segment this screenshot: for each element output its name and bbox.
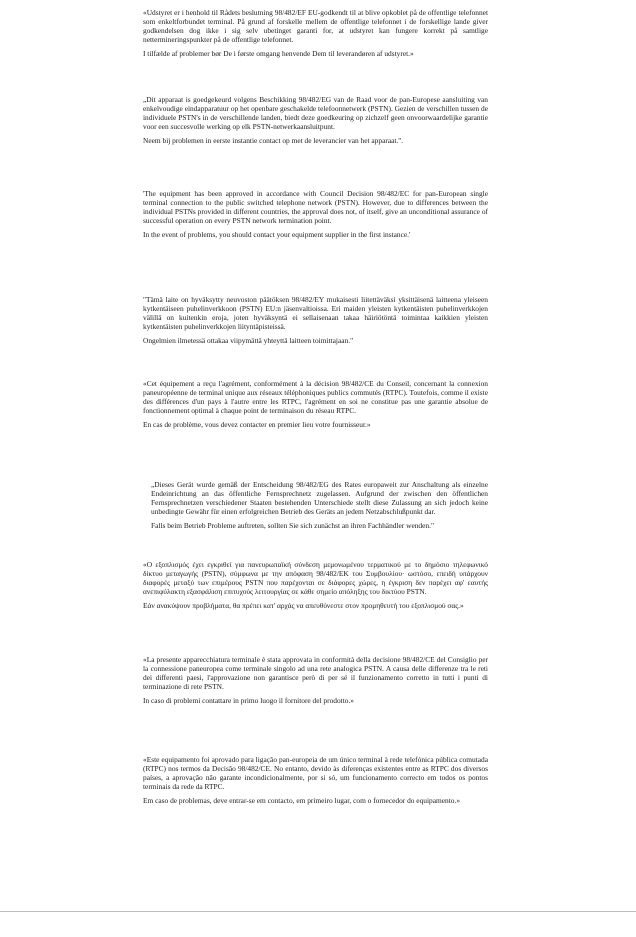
declaration-english: [143, 189, 488, 239]
declaration-body: «Cet équipement a reçu l'agrément, conformément à la décision 98/482/CE du Conseil, concernant la connexion paneuropéenne de terminal unique aux réseaux téléphoniques publics commutés (RTPC). Toutefois, comme il existe des différences d'un pays à l'autre entre les RTPC, l'agrément en soi ne constitue pas une garantie absolue de fonctionnement optimal à chaque point de terminaison du réseau RTPC.: [143, 379, 488, 416]
declaration-french: [143, 379, 488, 429]
declaration-body: «Este equipamento foi aprovado para ligação pan-europeia de um único terminal à rede telefónica pública comutada (RTPC) nos termos da Decisão 98/482/CE. No entanto, devido às diferenças existentes entre as RTPC dos diversos países, a aprovação não garante incondicionalmente, por si só, um funcionamento correcto em todos os pontos terminais da rede da RTPC.: [143, 755, 488, 792]
declaration-contact-note: In the event of problems, you should contact your equipment supplier in the first instance.': [143, 230, 411, 240]
page-bottom-divider: [0, 911, 636, 912]
declaration-contact-note: Em caso de problemas, deve entrar-se em contacto, em primeiro lugar, com o fornecedor do equipamento.»: [143, 796, 461, 806]
declaration-contact-note: Εάν ανακύψουν προβλήματα, θα πρέπει κατ' αρχάς να απευθύνεστε στον προμηθευτή του εξοπλισμού σας.»: [143, 601, 464, 611]
declaration-body: "Tämä laite on hyväksytty neuvoston päätöksen 98/482/EY mukaisesti liitettäväksi yksittäisenä laitteena yleiseen kytkentäiseen puhelinverkkoon (PSTN) EU:n jäsenvaltioissa. Eri maiden yleisten kytkentäisten puhelinverkkojen välillä on kuitenkin eroja, joten hyväksyntä ei sellaisenaan takaa häiriötöntä toimintaa kaikkien yleisten kytkentäisten puhelinverkkojen liityntäpisteissä.: [143, 295, 488, 332]
declaration-contact-note: Neem bij problemen in eerste instantie contact op met de leverancier van het apparaat.".: [143, 136, 404, 146]
declaration-contact-note: Falls beim Betrieb Probleme auftreten, sollten Sie sich zunächst an ihren Fachhändler wenden.": [151, 521, 434, 531]
declaration-contact-note: Ongelmien ilmetessä ottakaa viipymättä yhteyttä laitteen toimittajaan.": [143, 336, 354, 346]
declaration-finnish: [143, 295, 488, 345]
declaration-portuguese: [143, 755, 488, 805]
declaration-body: «Udstyret er i henhold til Rådets beslutning 98/482/EF EU-godkendt til at blive opkoblet på de offentlige telefonnet som enkeltforbundet terminal. På grund af forskelle mellem de offentlige telefonnet i de forskellige lande giver godkendelsen dog ikke i sig selv ubetinget garanti for, at udstyret kan fungere korrekt på samtlige nettermineringspunkter på de offentlige telefonnet.: [143, 8, 488, 45]
declaration-german: [151, 480, 488, 530]
declaration-italian: [143, 655, 488, 705]
declaration-body: «Ο εξοπλισμός έχει εγκριθεί για πανευρωπαϊκή σύνδεση μεμονωμένου τερματικού με το δημόσιο τηλεφωνικό δίκτυο μεταγωγής (PSTN), σύμφωνα με την απόφαση 98/482/ΕΚ του Συμβουλίου· ωστόσο, επειδή υπάρχουν διαφορές μεταξύ των επιμέρους PSTN που παρέχονται σε διάφορες χώρες, η έγκριση δεν παρέχει αφ' εαυτής ανεπιφύλακτη εξασφάλιση επιτυχούς λειτουργίας σε κάθε σημείο απόληξης του δικτύου PSTN.: [143, 560, 488, 597]
declaration-contact-note: En cas de problème, vous devez contacter en premier lieu votre fournisseur.»: [143, 420, 371, 430]
declaration-body: «La presente apparecchiatura terminale è stata approvata in conformità della decisione 98/482/CE del Consiglio per la connessione paneuropea come terminale singolo ad una rete analogica PSTN. A causa delle differenze tra le reti dei differenti paesi, l'approvazione non garantisce però di per sé il funzionamento corretto in tutti i punti di terminazione di rete PSTN.: [143, 655, 488, 692]
declaration-danish: [143, 8, 488, 58]
declaration-dutch: [143, 95, 488, 145]
declaration-greek: [143, 560, 488, 610]
declaration-body: „Dieses Gerät wurde gemäß der Entscheidung 98/482/EG des Rates europaweit zur Anschaltung als einzelne Endeinrichtung an das öffentliche Fernsprechnetz zugelassen. Aufgrund der zwischen den öffentlichen Fernsprechnetzen verschiedener Staaten bestehenden Unterschiede stellt diese Zulassung an sich jedoch keine unbedingte Gewähr für einen erfolgreichen Betrieb des Geräts an jedem Netzabschlußpunkt dar.: [151, 480, 488, 517]
declaration-contact-note: In caso di problemi contattare in primo luogo il fornitore del prodotto.»: [143, 696, 354, 706]
declaration-contact-note: I tilfælde af problemer bør De i første omgang henvende Dem til leverandøren af udstyret.»: [143, 49, 414, 59]
declaration-body: „Dit apparaat is goedgekeurd volgens Beschikking 98/482/EG van de Raad voor de pan-Europese aansluiting van enkelvoudige eindapparatuur op het openbare geschakelde telefoonnetwerk (PSTN). Gezien de verschillen tussen de individuele PSTN's in de verschillende landen, biedt deze goedkeuring op zichzelf geen onvoorwaardelijke garantie voor een succesvolle werking op elk PSTN-netwerkaansluitpunt.: [143, 95, 488, 132]
declaration-body: 'The equipment has been approved in accordance with Council Decision 98/482/EC for pan-European single terminal connection to the public switched telephone network (PSTN). However, due to differences between the individual PSTNs provided in different countries, the approval does not, of itself, give an unconditional assurance of successful operation on every PSTN network termination point.: [143, 189, 488, 226]
